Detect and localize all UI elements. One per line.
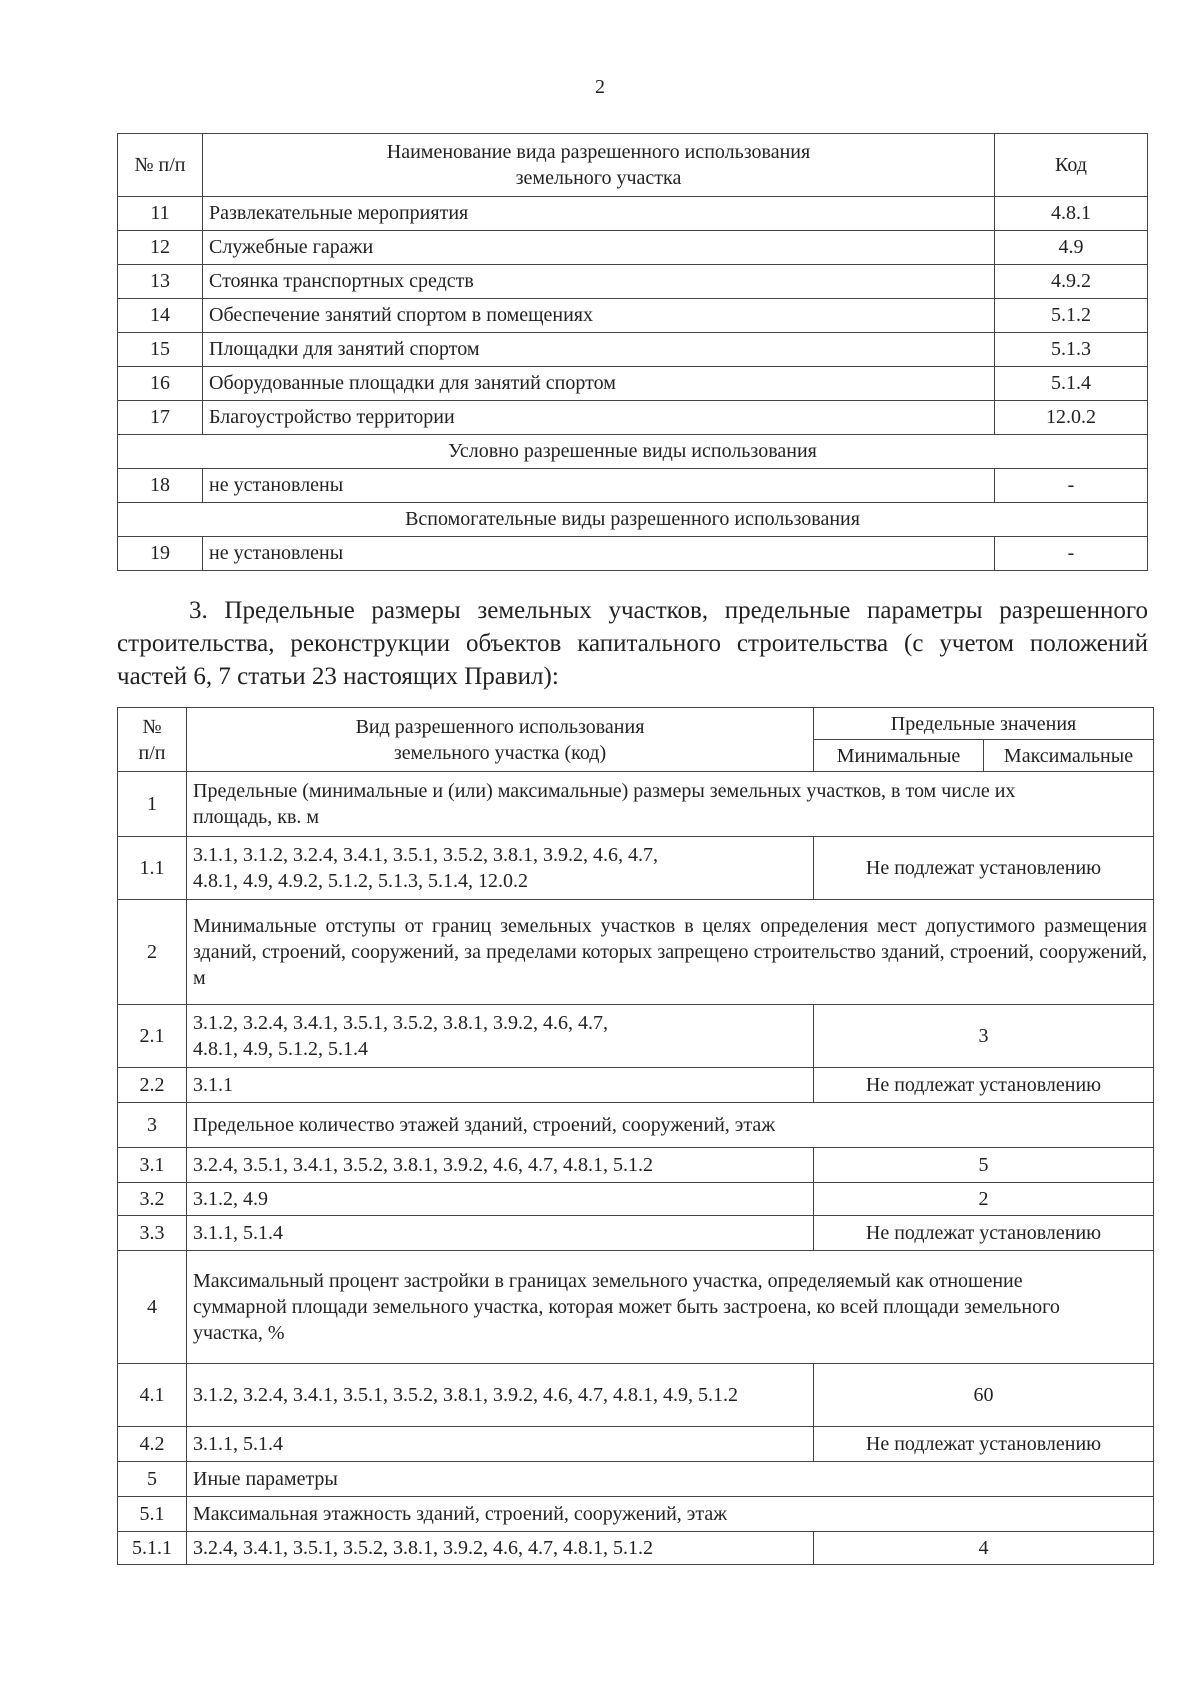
row-value: 3	[814, 1005, 1154, 1068]
section-text: Предельное количество этажей зданий, строений, сооружений, этаж	[187, 1103, 1154, 1148]
section-text: Иные параметры	[187, 1462, 1154, 1497]
row-name: Обеспечение занятий спортом в помещениях	[203, 299, 995, 333]
section-text	[187, 772, 1154, 837]
section-3-paragraph: 3. Предельные размеры земельных участков, предельные параметры разрешенного строительства, реконструкции объектов капитального строительства (с учетом положений частей 6, 7 статьи 23 настоящих Правил):	[117, 597, 1148, 690]
row-num: 1.1	[118, 837, 187, 900]
row-name: Площадки для занятий спортом	[203, 333, 995, 367]
row-code: 4.8.1	[995, 197, 1148, 231]
row-code: 4.9	[995, 231, 1148, 265]
row-name: Развлекательные мероприятия	[203, 197, 995, 231]
row-codes	[187, 1005, 814, 1068]
row-name: Оборудованные площадки для занятий спортом	[203, 367, 995, 401]
table-header-row	[118, 708, 1154, 740]
row-codes	[187, 837, 814, 900]
row-num: 4	[118, 1251, 187, 1364]
table-row	[118, 469, 1148, 503]
table-row	[118, 367, 1148, 401]
section-row	[118, 1103, 1154, 1148]
row-num: 18	[118, 469, 203, 503]
row-codes-inner: 3.1.2, 3.2.4, 3.4.1, 3.5.1, 3.5.2, 3.8.1, 3.9.2, 4.6, 4.7, 4.8.1, 4.9, 5.1.2, 5.1.4	[193, 1012, 608, 1060]
row-name: Стоянка транспортных средств	[203, 265, 995, 299]
header-type-text: Вид разрешенного использования земельного участка (код)	[355, 715, 645, 764]
section-row	[118, 1251, 1154, 1364]
permitted-uses-table	[117, 133, 1148, 571]
header-name	[203, 134, 995, 197]
row-value: 60	[814, 1364, 1154, 1427]
table-row	[118, 1068, 1154, 1103]
section-row	[118, 1462, 1154, 1497]
row-num: 4.1	[118, 1364, 187, 1427]
row-value: Не подлежат установлению	[814, 1068, 1154, 1103]
section-auxiliary: Вспомогательные виды разрешенного использования	[118, 503, 1148, 537]
row-code: 4.9.2	[995, 265, 1148, 299]
page-number: 2	[595, 76, 605, 98]
table-row	[118, 333, 1148, 367]
section-conditional: Условно разрешенные виды использования	[118, 435, 1148, 469]
row-num: 13	[118, 265, 203, 299]
header-type	[187, 708, 814, 772]
row-num: 14	[118, 299, 203, 333]
row-num: 11	[118, 197, 203, 231]
row-value: Не подлежат установлению	[814, 1427, 1154, 1462]
row-value: Не подлежат установлению	[814, 1216, 1154, 1251]
row-num: 3.2	[118, 1183, 187, 1216]
row-num: 1	[118, 772, 187, 837]
header-max: Максимальные	[984, 740, 1154, 772]
section-row	[118, 503, 1148, 537]
row-code: 5.1.4	[995, 367, 1148, 401]
row-codes: 3.2.4, 3.5.1, 3.4.1, 3.5.2, 3.8.1, 3.9.2, 4.6, 4.7, 4.8.1, 5.1.2	[187, 1148, 814, 1183]
table-header-row	[118, 134, 1148, 197]
row-value: Не подлежат установлению	[814, 837, 1154, 900]
row-num: 5	[118, 1462, 187, 1497]
table-row	[118, 1183, 1154, 1216]
row-code: 5.1.3	[995, 333, 1148, 367]
header-num: № п/п	[118, 134, 203, 197]
row-num: 2.2	[118, 1068, 187, 1103]
row-num: 16	[118, 367, 203, 401]
table-row	[118, 299, 1148, 333]
row-codes	[187, 1364, 814, 1427]
row-value: 4	[814, 1532, 1154, 1565]
row-num: 4.2	[118, 1427, 187, 1462]
section-text-inner: Предельные (минимальные и (или) максимальные) размеры земельных участков, в том числе их площадь, кв. м	[193, 780, 1016, 828]
table-row	[118, 231, 1148, 265]
row-num: 3.3	[118, 1216, 187, 1251]
section-text	[187, 1251, 1154, 1364]
section-text: Минимальные отступы от границ земельных участков в целях определения мест допустимого размещения зданий, строений, сооружений, за пределами которых запрещено строительство зданий, строений, сооружений, м	[187, 900, 1154, 1005]
row-codes: 3.1.1	[187, 1068, 814, 1103]
row-name: Благоустройство территории	[203, 401, 995, 435]
row-codes: 3.2.4, 3.4.1, 3.5.1, 3.5.2, 3.8.1, 3.9.2, 4.6, 4.7, 4.8.1, 5.1.2	[187, 1532, 814, 1565]
row-value: 5	[814, 1148, 1154, 1183]
row-num: 2.1	[118, 1005, 187, 1068]
header-limits: Предельные значения	[814, 708, 1154, 740]
table-row	[118, 537, 1148, 571]
row-codes: 3.1.2, 4.9	[187, 1183, 814, 1216]
row-num: 17	[118, 401, 203, 435]
table-row	[118, 1427, 1154, 1462]
table-row	[118, 1532, 1154, 1565]
table-row	[118, 1005, 1154, 1068]
section-row	[118, 900, 1154, 1005]
table-row	[118, 1216, 1154, 1251]
table-row	[118, 1148, 1154, 1183]
section-row	[118, 772, 1154, 837]
row-codes-inner: 3.1.2, 3.2.4, 3.4.1, 3.5.1, 3.5.2, 3.8.1, 3.9.2, 4.6, 4.7, 4.8.1, 4.9, 5.1.2	[193, 1384, 738, 1406]
section-row	[118, 1497, 1154, 1532]
row-codes: 3.1.1, 5.1.4	[187, 1216, 814, 1251]
row-name: не установлены	[203, 469, 995, 503]
row-num: 3.1	[118, 1148, 187, 1183]
table-row	[118, 265, 1148, 299]
row-code: 5.1.2	[995, 299, 1148, 333]
row-code: -	[995, 469, 1148, 503]
row-code: -	[995, 537, 1148, 571]
section-text-inner: Максимальный процент застройки в границах земельного участка, определяемый как отношение суммарной площади земельного участка, которая может быть застроена, ко всей площади земельного участка, %	[193, 1270, 1060, 1344]
limit-parameters-table	[117, 707, 1154, 1565]
header-code: Код	[995, 134, 1148, 197]
section-text: Максимальная этажность зданий, строений, сооружений, этаж	[187, 1497, 1154, 1532]
row-name: не установлены	[203, 537, 995, 571]
table-row	[118, 197, 1148, 231]
row-code: 12.0.2	[995, 401, 1148, 435]
row-num: 5.1	[118, 1497, 187, 1532]
row-num: 12	[118, 231, 203, 265]
row-value: 2	[814, 1183, 1154, 1216]
row-name: Служебные гаражи	[203, 231, 995, 265]
header-num	[118, 708, 187, 772]
row-num: 15	[118, 333, 203, 367]
row-codes: 3.1.1, 5.1.4	[187, 1427, 814, 1462]
header-name-text: Наименование вида разрешенного использования земельного участка	[386, 141, 811, 189]
header-num-text: № п/п	[138, 715, 166, 764]
row-num: 19	[118, 537, 203, 571]
header-min: Минимальные	[814, 740, 984, 772]
table-row	[118, 1364, 1154, 1427]
row-num: 5.1.1	[118, 1532, 187, 1565]
section-row	[118, 435, 1148, 469]
row-num: 3	[118, 1103, 187, 1148]
table-row	[118, 401, 1148, 435]
table-row	[118, 837, 1154, 900]
row-codes-inner: 3.1.1, 3.1.2, 3.2.4, 3.4.1, 3.5.1, 3.5.2, 3.8.1, 3.9.2, 4.6, 4.7, 4.8.1, 4.9, 4.9.2, 5.1.2, 5.1.3, 5.1.4, 12.0.2	[193, 844, 658, 892]
row-num: 2	[118, 900, 187, 1005]
